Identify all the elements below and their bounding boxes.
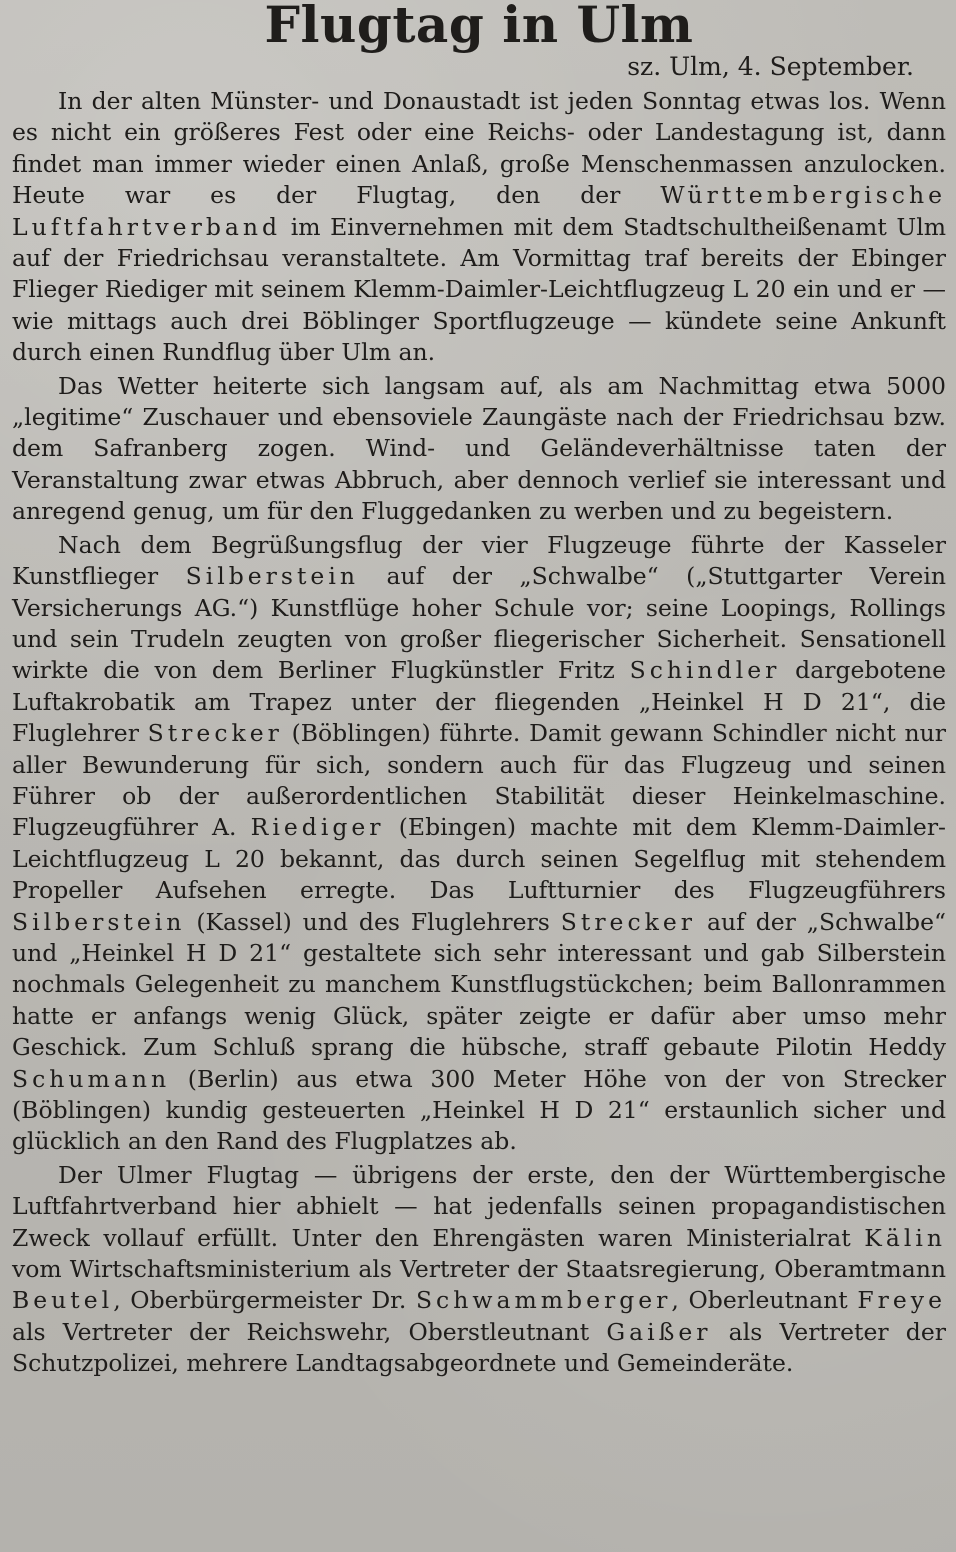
spaced-name: Strecker <box>560 907 697 936</box>
article-paragraph-4 <box>12 1160 946 1380</box>
spaced-name: Freye <box>857 1286 946 1315</box>
spaced-name: Kälin <box>864 1223 946 1252</box>
text-run: auf der „Schwalbe“ („Stuttgarter Verein Versicherungs AG.“) Kunstflüge hoher Schule vor; seine Loopings, Rollings und sein Trudeln zeugten von großer fliegerischer Sicherheit. Sensationell wirkte die von dem Berliner Flugkünstler Fritz <box>12 562 946 685</box>
spaced-name: Strecker <box>147 719 283 748</box>
text-run: Das Wetter heiterte sich langsam auf, als am Nachmittag etwa 5000 „legitime“ Zuschauer und ebensoviele Zaungäste nach der Friedrichsau bzw. dem Safranberg zogen. Wind- und Geländeverhältnisse taten der Veranstaltung zwar etwas Abbruch, aber dennoch verlief sie interessant und anregend genug, um für den Fluggedanken zu werben und zu begeistern. <box>12 371 946 526</box>
article-body <box>12 86 946 1380</box>
spaced-name: Schwammberger <box>415 1286 672 1315</box>
text-run: Nach dem Begrüßungsflug der vier Flugzeuge führte der Kasseler Kunstflieger <box>12 530 946 591</box>
spaced-name: Schindler <box>629 656 781 685</box>
text-run: In der alten Münster- und Donaustadt ist jeden Sonntag etwas los. Wenn es nicht ein größeres Fest oder eine Reichs- oder Landestagung ist, dann findet man immer wieder einen Anlaß, große Menschenmassen anzulocken. Heute war es der Flugtag, den der <box>12 87 946 210</box>
text-run: als Vertreter der Reichswehr, Oberstleutnant <box>12 1317 607 1346</box>
spaced-name: Gaißer <box>606 1317 712 1346</box>
text-run: (Berlin) aus etwa 300 Meter Höhe von der von Strecker (Böblingen) kundig gesteuerten „Heinkel H D 21“ erstaunlich sicher und glücklich an den Rand des Flugplatzes ab. <box>12 1064 946 1156</box>
text-run: , Oberbürgermeister Dr. <box>113 1286 416 1315</box>
article-dateline: sz. Ulm, 4. September. <box>627 52 914 81</box>
article-paragraph-2 <box>12 371 946 528</box>
text-run: auf der „Schwalbe“ und „Heinkel H D 21“ gestaltete sich sehr interessant und gab Silberstein nochmals Gelegenheit zu manchem Kunstflugstückchen; beim Ballonrammen hatte er anfangs wenig Glück, später zeigte er dafür aber umso mehr Geschick. Zum Schluß sprang die hübsche, straff gebaute Pilotin Heddy <box>12 907 946 1062</box>
spaced-name: Schumann <box>12 1064 171 1093</box>
text-run: (Böblingen) führte. Damit gewann Schindler nicht nur aller Bewunderung für sich, sondern auch für das Flugzeug und seinen Führer ob der außerordentlichen Stabilität dieser Heinkelmaschine. Flugzeugführer A. <box>12 719 946 842</box>
text-run: vom Wirtschaftsministerium als Vertreter der Staatsregierung, Oberamtmann <box>12 1255 946 1284</box>
article-headline: Flugtag in Ulm <box>264 0 694 54</box>
text-run: Der Ulmer Flugtag — übrigens der erste, den der Württembergische Luftfahrtverband hier abhielt — hat jedenfalls seinen propagandistischen Zweck vollauf erfüllt. Unter den Ehrengästen waren Ministerialrat <box>12 1160 946 1252</box>
text-run: dargebotene Luftakrobatik am Trapez unter der fliegenden „Heinkel H D 21“, die Fluglehrer <box>12 656 947 748</box>
text-run: , Oberleutnant <box>671 1286 858 1315</box>
text-run: (Kassel) und des Fluglehrers <box>185 907 561 936</box>
spaced-name: Riediger <box>250 813 385 842</box>
spaced-name: Beutel <box>12 1286 114 1315</box>
article-paragraph-3 <box>12 530 946 1158</box>
spaced-name: Silberstein <box>185 562 359 591</box>
text-run: als Vertreter der Schutzpolizei, mehrere Landtagsabgeordnete und Gemeinderäte. <box>12 1317 946 1378</box>
spaced-name: Silberstein <box>12 907 186 936</box>
article-paragraph-1 <box>12 86 946 369</box>
text-run: (Ebingen) machte mit dem Klemm-Daimler-Leichtflugzeug L 20 bekannt, das durch seinen Segelflug mit stehendem Propeller Aufsehen erregte. Das Luftturnier des Flugzeugführers <box>12 813 946 905</box>
text-run: im Einvernehmen mit dem Stadtschultheißenamt Ulm auf der Friedrichsau veranstaltete. Am Vormittag traf bereits der Ebinger Flieger Riediger mit seinem Klemm-Daimler-Leichtflugzeug L 20 ein und er — wie mittags auch drei Böblinger Sportflugzeuge — kündete seine Ankunft durch einen Rundflug über Ulm an. <box>12 212 946 367</box>
spaced-name: Württembergische Luftfahrtverband <box>12 181 946 241</box>
